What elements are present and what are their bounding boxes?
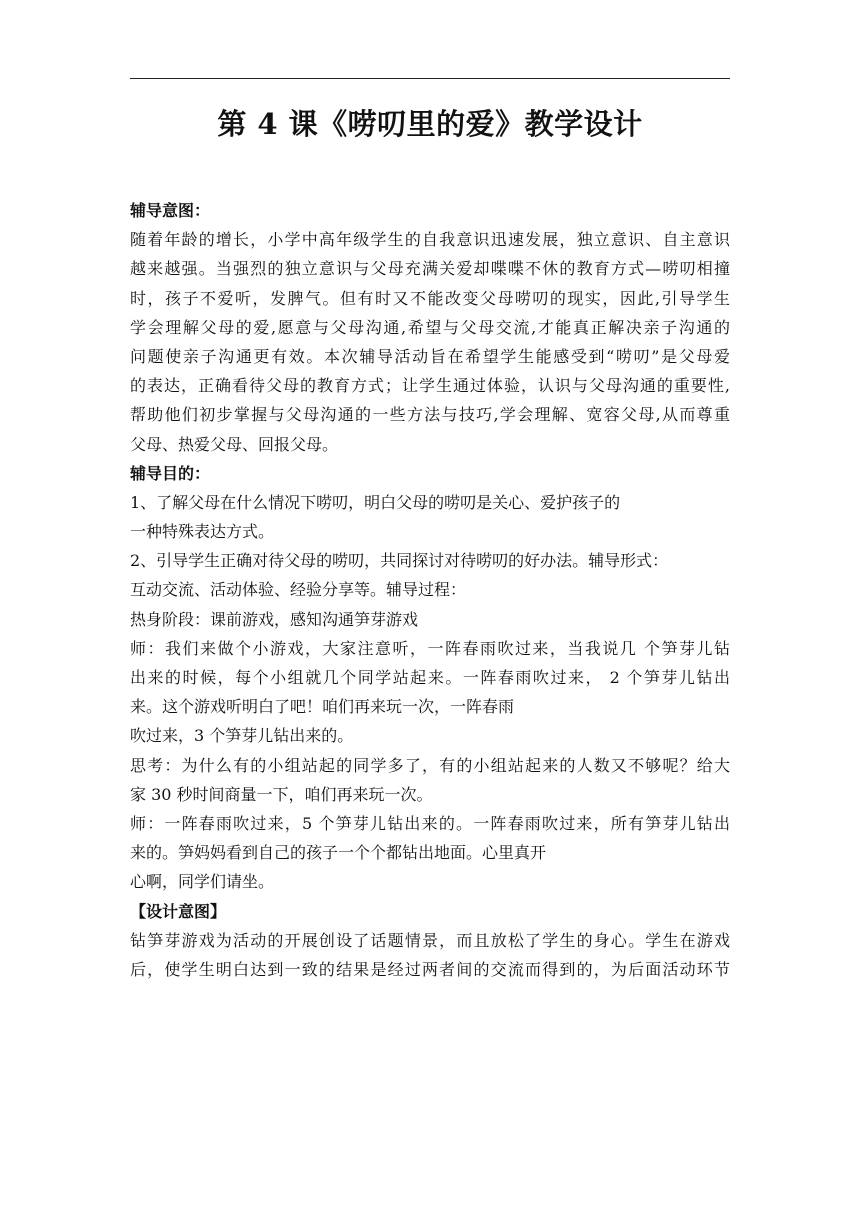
paragraph-line: 钻笋芽游戏为活动的开展创设了话题情景，而且放松了学生的身心。学生在游戏	[130, 930, 730, 950]
paragraph-line: 思考：为什么有的小组站起的同学多了，有的小组站起来的人数又不够呢？给大	[130, 755, 730, 775]
paragraph-line: 出来的时候，每个小组就几个同学站起来。一阵春雨吹过来， 2 个笋芽儿钻出	[130, 668, 730, 687]
paragraph-line: 帮助他们初步掌握与父母沟通的一些方法与技巧,学会理解、宽容父母,从而尊重	[130, 405, 730, 425]
paragraph-line: 时，孩子不爱听，发脾气。但有时又不能改变父母唠叨的现实，因此,引导学生	[130, 288, 730, 308]
header-rule	[130, 78, 730, 79]
document-title: 第 4 课《唠叨里的爱》教学设计	[217, 107, 643, 141]
section-heading: 【设计意图】	[130, 901, 227, 921]
paragraph-line: 随着年龄的增长，小学中高年级学生的自我意识迅速发展，独立意识、自主意识	[130, 230, 730, 250]
paragraph-line: 来的。笋妈妈看到自己的孩子一个个都钻出地面。心里真开	[130, 843, 547, 863]
paragraph-line: 师：一阵春雨吹过来，5 个笋芽儿钻出来的。一阵春雨吹过来，所有笋芽儿钻出	[130, 813, 730, 833]
document-body	[130, 196, 730, 984]
paragraph-line: 师：我们来做个小游戏，大家注意听，一阵春雨吹过来，当我说几 个笋芽儿钻	[130, 638, 730, 658]
paragraph-line: 心啊，同学们请坐。	[130, 872, 275, 892]
section-heading: 辅导目的：	[130, 463, 211, 483]
paragraph-line: 父母、热爱父母、回报父母。	[130, 434, 339, 454]
paragraph-line: 一种特殊表达方式。	[130, 522, 275, 542]
paragraph-line: 后，使学生明白达到一致的结果是经过两者间的交流而得到的，为后面活动环节	[130, 959, 730, 979]
paragraph-line: 热身阶段：课前游戏，感知沟通笋芽游戏	[130, 609, 419, 629]
paragraph-line: 来。这个游戏听明白了吧！咱们再来玩一次，一阵春雨	[130, 697, 515, 717]
paragraph-line: 学会理解父母的爱,愿意与父母沟通,希望与父母交流,才能真正解决亲子沟通的	[130, 317, 730, 337]
paragraph-line: 家 30 秒时间商量一下，咱们再来玩一次。	[130, 784, 433, 804]
section-heading: 辅导意图：	[130, 201, 211, 220]
paragraph-line: 吹过来，3 个笋芽儿钻出来的。	[130, 726, 354, 746]
paragraph-line: 的表达，正确看待父母的教育方式；让学生通过体验，认识与父母沟通的重要性,	[130, 376, 730, 396]
paragraph-line: 问题使亲子沟通更有效。本次辅导活动旨在希望学生能感受到“唠叨”是父母爱	[130, 346, 730, 366]
paragraph-line: 互动交流、活动体验、经验分享等。辅导过程：	[130, 580, 467, 600]
paragraph-line: 2、引导学生正确对待父母的唠叨，共同探讨对待唠叨的好办法。辅导形式：	[130, 551, 669, 571]
paragraph-line: 越来越强。当强烈的独立意识与父母充满关爱却喋喋不休的教育方式—唠叨相撞	[130, 259, 730, 279]
paragraph-line: 1、了解父母在什么情况下唠叨，明白父母的唠叨是关心、爱护孩子的	[130, 492, 621, 512]
